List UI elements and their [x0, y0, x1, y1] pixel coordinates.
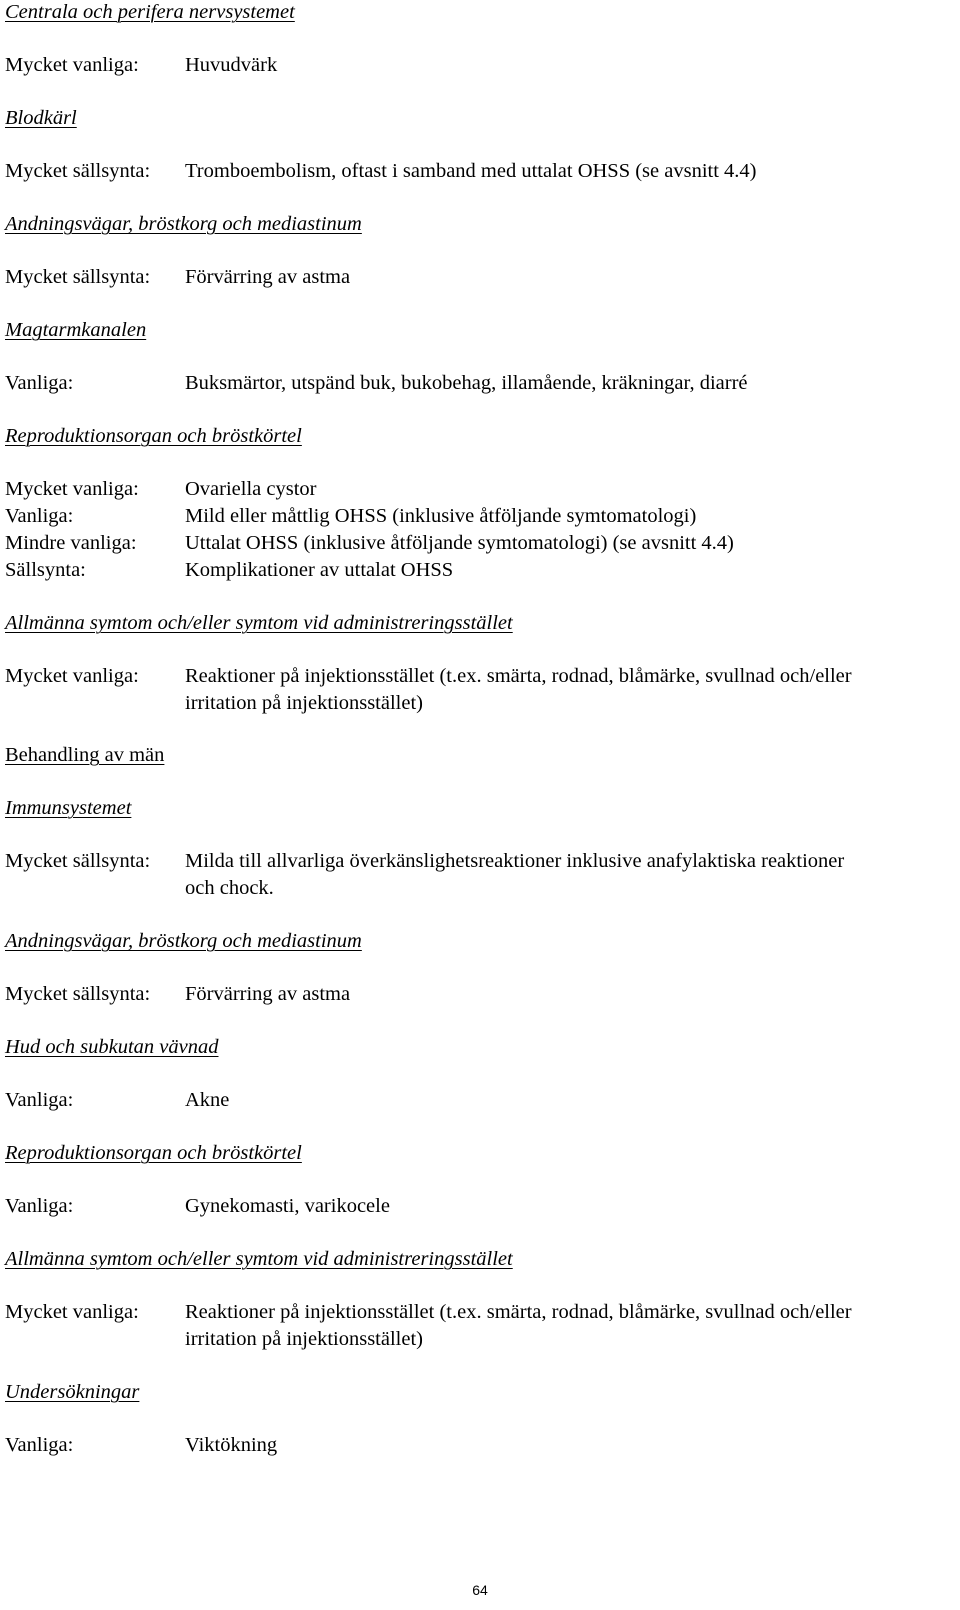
reaction-text: irritation på injektionsstället): [185, 1328, 423, 1350]
frequency-label: Sällsynta:: [5, 559, 86, 581]
section-heading-reproductive: Reproduktionsorgan och bröstkörtel: [5, 425, 302, 447]
frequency-label: Vanliga:: [5, 1195, 74, 1217]
reaction-text: Tromboembolism, oftast i samband med uttalat OHSS (se avsnitt 4.4): [185, 160, 757, 182]
frequency-label: Vanliga:: [5, 505, 74, 527]
section-heading-general: Allmänna symtom och/eller symtom vid administreringsstället: [5, 612, 513, 634]
reaction-text: Huvudvärk: [185, 54, 278, 76]
frequency-label: Mycket vanliga:: [5, 478, 139, 500]
section-heading-reproductive: Reproduktionsorgan och bröstkörtel: [5, 1142, 302, 1164]
reaction-text: Buksmärtor, utspänd buk, bukobehag, illamående, kräkningar, diarré: [185, 372, 748, 394]
section-heading-respiratory: Andningsvägar, bröstkorg och mediastinum: [5, 213, 362, 235]
reaction-text: Reaktioner på injektionsstället (t.ex. smärta, rodnad, blåmärke, svullnad och/eller: [185, 1301, 852, 1323]
reaction-text: Förvärring av astma: [185, 266, 351, 288]
section-heading-respiratory: Andningsvägar, bröstkorg och mediastinum: [5, 930, 362, 952]
reaction-text: och chock.: [185, 877, 274, 899]
section-title-men: Behandling av män: [5, 744, 165, 766]
frequency-label: Mycket vanliga:: [5, 665, 139, 687]
section-heading-skin: Hud och subkutan vävnad: [5, 1036, 219, 1058]
section-heading-immune: Immunsystemet: [5, 797, 132, 819]
reaction-text: Viktökning: [185, 1434, 278, 1456]
reaction-text: Reaktioner på injektionsstället (t.ex. smärta, rodnad, blåmärke, svullnad och/eller: [185, 665, 852, 687]
reaction-text: Milda till allvarliga överkänslighetsreaktioner inklusive anafylaktiska reaktioner: [185, 850, 845, 872]
frequency-label: Mindre vanliga:: [5, 532, 137, 554]
frequency-label: Mycket sällsynta:: [5, 266, 151, 288]
frequency-label: Vanliga:: [5, 372, 74, 394]
frequency-label: Mycket sällsynta:: [5, 160, 151, 182]
reaction-text: Uttalat OHSS (inklusive åtföljande symtomatologi) (se avsnitt 4.4): [185, 532, 734, 554]
reaction-text: Komplikationer av uttalat OHSS: [185, 559, 454, 581]
section-heading-vessels: Blodkärl: [5, 107, 77, 129]
page-number: 64: [472, 1582, 488, 1598]
section-heading-cns: Centrala och perifera nervsystemet: [5, 1, 295, 23]
section-heading-gi: Magtarmkanalen: [5, 319, 147, 341]
reaction-text: irritation på injektionsstället): [185, 692, 423, 714]
frequency-label: Vanliga:: [5, 1089, 74, 1111]
reaction-text: Ovariella cystor: [185, 478, 317, 500]
section-heading-general: Allmänna symtom och/eller symtom vid administreringsstället: [5, 1248, 513, 1270]
frequency-label: Mycket sällsynta:: [5, 983, 151, 1005]
reaction-text: Mild eller måttlig OHSS (inklusive åtföljande symtomatologi): [185, 505, 697, 527]
frequency-label: Mycket vanliga:: [5, 1301, 139, 1323]
frequency-label: Vanliga:: [5, 1434, 74, 1456]
frequency-label: Mycket vanliga:: [5, 54, 139, 76]
reaction-text: Akne: [185, 1089, 230, 1111]
section-heading-examinations: Undersökningar: [5, 1381, 140, 1403]
reaction-text: Förvärring av astma: [185, 983, 351, 1005]
reaction-text: Gynekomasti, varikocele: [185, 1195, 390, 1217]
frequency-label: Mycket sällsynta:: [5, 850, 151, 872]
